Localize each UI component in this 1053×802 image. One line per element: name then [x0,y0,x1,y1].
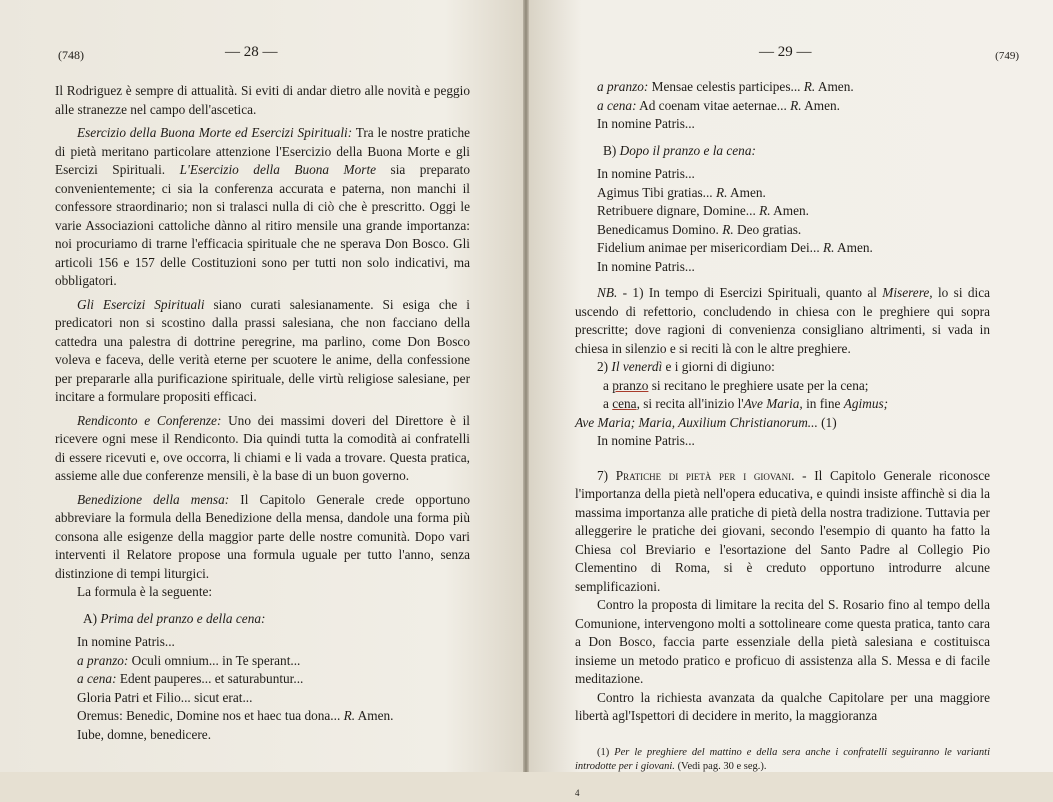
prayer-line: Benedicamus Domino. R. Deo gratias. [575,221,990,240]
footnote-ref: (1) [818,415,837,430]
prayer-line: Gloria Patri et Filio... sicut erat... [55,689,470,708]
section-a-heading: A) Prima del pranzo e della cena: [55,610,470,629]
left-header-number: (748) [58,48,84,63]
left-page [0,0,523,772]
left-page-number: — 28 — [225,44,278,61]
paragraph-cena-rule: a cena, si recita all'inizio l'Ave Maria, in fine Agimus; [575,395,990,414]
prayer-line: Oremus: Benedic, Domine nos et haec tua dona... R. Amen. [55,707,470,726]
paragraph-venerdi: 2) Il venerdì e i giorni di digiuno: [575,358,990,377]
prayer-line: In nomine Patris... [575,258,990,277]
prayer-line: In nomine Patris... [575,115,990,134]
prayer-line: In nomine Patris... [575,165,990,184]
left-body-text [55,82,470,744]
right-body-text [575,78,990,802]
heading-benedizione: Benedizione della mensa: [77,492,229,507]
prayer-line: a pranzo: Oculi omnium... in Te sperant... [55,652,470,671]
prayer-line: In nomine Patris... [55,633,470,652]
prayer-line: a cena: Edent pauperes... et saturabuntur... [55,670,470,689]
paragraph-benedizione: Benedizione della mensa: Il Capitolo Generale crede opportuno abbreviare la formula della Benedizione della mensa, dandole una forma più consona alle esigenze della maggior parte delle nostre comunità. Dopo vari interventi il Relatore propose una formula uguale per tutto l'anno, senza distinzione di tempi liturgici. [55,491,470,584]
prayer-line: In nomine Patris... [575,432,990,451]
prayer-line: Agimus Tibi gratias... R. Amen. [575,184,990,203]
section-b-heading: B) Dopo il pranzo e la cena: [575,142,990,161]
left-header [0,44,523,64]
heading-rendiconto: Rendiconto e Conferenze: [77,413,221,428]
signature-mark: 4 [575,784,990,802]
paragraph-pranzo-rule: a pranzo si recitano le preghiere usate per la cena; [575,377,990,396]
prayer-line: Iube, domne, benedicere. [55,726,470,745]
prayer-line: Retribuere dignare, Domine... R. Amen. [575,202,990,221]
prayer-line: a pranzo: Mensae celestis participes... R. Amen. [575,78,990,97]
paragraph-esercizio: Esercizio della Buona Morte ed Esercizi Spirituali: Tra le nostre pratiche di pietà meritano particolare attenzione l'Esercizio della Buona Morte e gli Esercizi Spirituali. L'Esercizio della Buona Morte sia preparato convenientemente; ci sia la conferenza accurata e paterna, non manchi il confessore straordinario; non si tralasci nulla di ciò che è prescritto. Oggi le varie Associazioni cattoliche dànno al ritiro mensile una grande importanza: noi procuriamo di trarne l'efficacia spirituale che ne sperava Don Bosco. Gli articoli 156 e 157 delle Costituzioni sono per tutti non solo indicativi, ma obbligatori. [55,124,470,291]
formula-intro: La formula è la seguente: [55,583,470,602]
paragraph-pratiche: 7) Pratiche di pietà per i giovani. - Il Capitolo Generale riconosce l'importanza della pietà nell'opera educativa, e quindi insiste affinchè si dia la massima importanza alle pratiche di pietà della nostra tradizione. Tuttavia per alleggerire le pratiche dei giovani, secondo l'esempio di quanto ha fatto la Chiesa col Breviario e l'esortazione del Santo Padre al Collegio Pio Clementino di Roma, si è creduto opportuno introdurre alcune semplificazioni. [575,467,990,597]
paragraph-ave-maria: Ave Maria; Maria, Auxilium Christianorum... (1) [575,414,990,433]
paragraph-rodriguez: Il Rodriguez è sempre di attualità. Si eviti di andar dietro alle novità e peggio alle stranezze nel campo dell'ascetica. [55,82,470,119]
prayer-line: Fidelium animae per misericordiam Dei... R. Amen. [575,239,990,258]
heading-esercizio: Esercizio della Buona Morte ed Esercizi Spirituali: [77,125,352,140]
right-header-number: (749) [995,50,1019,62]
right-page-number: — 29 — [759,44,812,61]
paragraph-rendiconto: Rendiconto e Conferenze: Uno dei massimi doveri del Direttore è il ricevere ogni mese il Rendiconto. Dia quindi tutta la comodità ai confratelli di essere ricevuti e, ove occorra, li chiami e li vada a trovare. Questa pratica, assieme alle due conferenze mensili, è la base di un buon governo. [55,412,470,486]
heading-pratiche: Pratiche di pietà per i giovani. [616,468,795,483]
prayer-line: a cena: Ad coenam vitae aeternae... R. Amen. [575,97,990,116]
footnote: (1) Per le preghiere del mattino e della sera anche i confratelli seguiranno le varianti introdotte per i giovani. (Vedi pag. 30 e seg.). [575,746,990,774]
paragraph-contro-2: Contro la richiesta avanzata da qualche Capitolare per una maggiore libertà agl'Ispettori di decidere in merito, la maggioranza [575,689,990,726]
paragraph-contro-1: Contro la proposta di limitare la recita del S. Rosario fino al tempo della Comunione, intervengono molti a sottolineare come questa pratica, tanto cara a Don Bosco, faccia parte essenziale della pietà salesiana e costituisca insieme un metodo pratico e proficuo di assistenza alla S. Messa e di facile meditazione. [575,596,990,689]
paragraph-gli-esercizi: Gli Esercizi Spirituali siano curati salesianamente. Si esiga che i predicatori non si scostino dalla prassi salesiana, che non facciano della cattedra una palestra di dottrine peregrine, ma parlino, come Don Bosco voleva e faceva, delle verità eterne per scuotere le anime, della confessione per prepararle alla purificazione spirituale, delle virtù religiose salesiane, per incitare a formulare propositi efficaci. [55,296,470,407]
right-header [529,44,1053,64]
paragraph-nb: NB. - 1) In tempo di Esercizi Spirituali, quanto al Miserere, lo si dica uscendo di refettorio, concludendo in chiesa con le preghiere qui sopra prescritte; dove ragioni di convenienza consigliano altrimenti, si vada in chiesa in silenzio e si reciti là con le altre preghiere. [575,284,990,358]
